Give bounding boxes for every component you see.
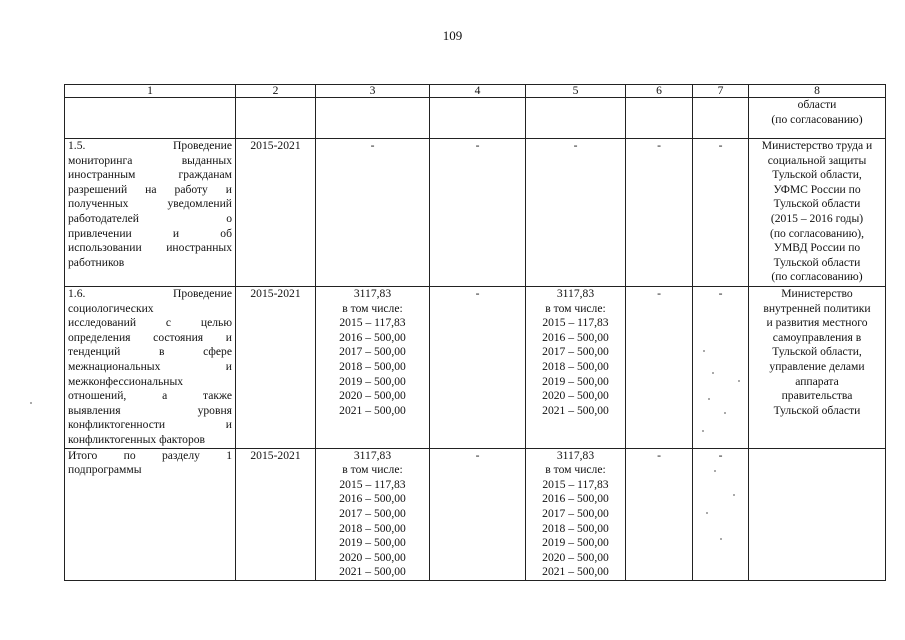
funding-line: 2015 – 117,83 bbox=[339, 477, 406, 491]
event-name-line: подпрограммы bbox=[68, 463, 142, 477]
event-name-line: работодателей о bbox=[68, 211, 232, 225]
table-row bbox=[65, 287, 886, 449]
event-name-line: исследований с целью bbox=[68, 316, 232, 330]
funding-line: 2015 – 117,83 bbox=[542, 477, 609, 491]
funding-line: 3117,83 bbox=[353, 287, 392, 300]
funding-line: 2021 – 500,00 bbox=[542, 403, 609, 417]
header-cell: 6 bbox=[626, 85, 693, 98]
executor-line: УМВД России по bbox=[773, 241, 861, 255]
event-name-line: 1.5. Проведение bbox=[68, 139, 232, 152]
executor-line: Тульской области, bbox=[772, 345, 862, 359]
event-name-line: полученных уведомлений bbox=[68, 197, 232, 211]
event-name-line: разрешений на работу и bbox=[68, 182, 232, 196]
executor-line: УФМС России по bbox=[773, 182, 861, 196]
header-cell: 4 bbox=[430, 85, 526, 98]
table-row bbox=[65, 139, 886, 287]
event-name-line: привлечении и об bbox=[68, 226, 232, 240]
event-name-line: иностранным гражданам bbox=[68, 168, 232, 182]
column-4-cell: - bbox=[430, 448, 526, 580]
total-funding-cell bbox=[316, 448, 430, 580]
funding-line: 2017 – 500,00 bbox=[339, 506, 406, 520]
funding-line: 2015 – 117,83 bbox=[542, 316, 609, 330]
executor-line: правительства bbox=[781, 389, 853, 403]
total-funding-cell bbox=[316, 98, 430, 139]
period-cell: 2015-2021 bbox=[236, 448, 316, 580]
executor-cell bbox=[749, 98, 886, 139]
funding-line: 2018 – 500,00 bbox=[339, 521, 406, 535]
event-name-line: конфликтогенных факторов bbox=[68, 432, 206, 446]
funding-line: 2019 – 500,00 bbox=[339, 374, 406, 388]
period-cell: 2015-2021 bbox=[236, 287, 316, 449]
column-6-cell bbox=[626, 98, 693, 139]
event-name-line: отношений, а также bbox=[68, 389, 232, 403]
event-name-line: использовании иностранных bbox=[68, 241, 232, 255]
event-name-line: мониторинга выданных bbox=[68, 153, 232, 167]
funding-line: 2019 – 500,00 bbox=[542, 374, 609, 388]
regional-funding-cell bbox=[526, 448, 626, 580]
executor-line: области bbox=[797, 98, 837, 111]
period-cell: 2015-2021 bbox=[236, 139, 316, 287]
funding-line: 2019 – 500,00 bbox=[542, 536, 609, 550]
event-name-line: Итого по разделу 1 bbox=[68, 448, 232, 462]
executor-cell bbox=[749, 448, 886, 580]
column-7-cell: - bbox=[693, 139, 749, 287]
funding-line: 2017 – 500,00 bbox=[339, 345, 406, 359]
executor-cell bbox=[749, 139, 886, 287]
total-funding-cell bbox=[316, 287, 430, 449]
event-name-cell bbox=[65, 139, 236, 287]
funding-line: 2018 – 500,00 bbox=[339, 359, 406, 373]
regional-funding-cell bbox=[526, 287, 626, 449]
funding-line: 2020 – 500,00 bbox=[542, 550, 609, 564]
event-name-cell bbox=[65, 98, 236, 139]
funding-line: 2021 – 500,00 bbox=[339, 403, 406, 417]
event-name-line: выявления уровня bbox=[68, 403, 232, 417]
executor-line: управление делами bbox=[769, 359, 865, 373]
page-number: 109 bbox=[442, 28, 463, 43]
event-name-line: межконфессиональных bbox=[68, 374, 184, 388]
executor-line: и развития местного bbox=[766, 316, 868, 330]
executor-line: (по согласованию) bbox=[771, 270, 863, 284]
event-name-line: социологических bbox=[68, 301, 154, 315]
column-4-cell: - bbox=[430, 139, 526, 287]
period-cell bbox=[236, 98, 316, 139]
column-6-cell: - bbox=[626, 448, 693, 580]
executor-line: Министерство bbox=[781, 287, 853, 300]
table-row bbox=[65, 98, 886, 139]
funding-line: 3117,83 bbox=[556, 287, 595, 300]
event-name-line: тенденций в сфере bbox=[68, 345, 232, 359]
executor-line: Тульской области bbox=[773, 197, 861, 211]
column-7-cell: - bbox=[693, 448, 749, 580]
funding-line: - bbox=[370, 139, 375, 152]
funding-line: 2018 – 500,00 bbox=[542, 359, 609, 373]
funding-line: 2020 – 500,00 bbox=[339, 550, 406, 564]
funding-line: 3117,83 bbox=[556, 448, 595, 462]
header-cell: 7 bbox=[693, 85, 749, 98]
funding-line: 2019 – 500,00 bbox=[339, 536, 406, 550]
regional-funding-cell bbox=[526, 98, 626, 139]
funding-line: 2016 – 500,00 bbox=[542, 492, 609, 506]
header-cell: 8 bbox=[749, 85, 886, 98]
header-cell: 3 bbox=[316, 85, 430, 98]
event-name-line: конфликтогенности и bbox=[68, 418, 232, 432]
executor-line: (по согласованию) bbox=[771, 112, 863, 126]
event-name-line: межнациональных и bbox=[68, 359, 232, 373]
funding-line: в том числе: bbox=[545, 463, 606, 477]
executor-line: (2015 – 2016 годы) bbox=[770, 211, 864, 225]
event-name-line: 1.6. Проведение bbox=[68, 287, 232, 300]
funding-line: 2016 – 500,00 bbox=[542, 330, 609, 344]
funding-line: 2020 – 500,00 bbox=[542, 389, 609, 403]
header-cell: 5 bbox=[526, 85, 626, 98]
executor-line: (по согласованию), bbox=[769, 226, 865, 240]
regional-funding-cell bbox=[526, 139, 626, 287]
header-row bbox=[65, 85, 886, 98]
funding-line: 2017 – 500,00 bbox=[542, 345, 609, 359]
funding-line: 2015 – 117,83 bbox=[339, 316, 406, 330]
header-cell: 2 bbox=[236, 85, 316, 98]
funding-line: 3117,83 bbox=[353, 448, 392, 462]
funding-line: 2018 – 500,00 bbox=[542, 521, 609, 535]
column-6-cell: - bbox=[626, 287, 693, 449]
table-row bbox=[65, 448, 886, 580]
program-table bbox=[64, 84, 886, 581]
funding-line: 2016 – 500,00 bbox=[339, 492, 406, 506]
event-name-line: работников bbox=[68, 255, 125, 269]
executor-line: внутренней политики bbox=[763, 301, 871, 315]
executor-line: Тульской области, bbox=[772, 168, 862, 182]
event-name-cell bbox=[65, 448, 236, 580]
funding-line: 2016 – 500,00 bbox=[339, 330, 406, 344]
funding-line: 2017 – 500,00 bbox=[542, 506, 609, 520]
column-4-cell: - bbox=[430, 287, 526, 449]
executor-line: Министерство труда и bbox=[761, 139, 873, 152]
funding-line: 2020 – 500,00 bbox=[339, 389, 406, 403]
executor-line: самоуправления в bbox=[772, 330, 862, 344]
executor-line: аппарата bbox=[795, 374, 839, 388]
event-name-line: определения состояния и bbox=[68, 330, 232, 344]
funding-line: 2021 – 500,00 bbox=[339, 565, 406, 579]
funding-line: в том числе: bbox=[342, 301, 403, 315]
header-cell: 1 bbox=[65, 85, 236, 98]
funding-line: в том числе: bbox=[342, 463, 403, 477]
total-funding-cell bbox=[316, 139, 430, 287]
funding-line: в том числе: bbox=[545, 301, 606, 315]
column-7-cell bbox=[693, 98, 749, 139]
column-7-cell: - bbox=[693, 287, 749, 449]
column-6-cell: - bbox=[626, 139, 693, 287]
executor-line: Тульской области bbox=[773, 403, 861, 417]
event-name-cell bbox=[65, 287, 236, 449]
funding-line: - bbox=[573, 139, 578, 152]
executor-line: Тульской области bbox=[773, 255, 861, 269]
funding-line: 2021 – 500,00 bbox=[542, 565, 609, 579]
executor-line: социальной защиты bbox=[767, 153, 867, 167]
column-4-cell bbox=[430, 98, 526, 139]
executor-cell bbox=[749, 287, 886, 449]
